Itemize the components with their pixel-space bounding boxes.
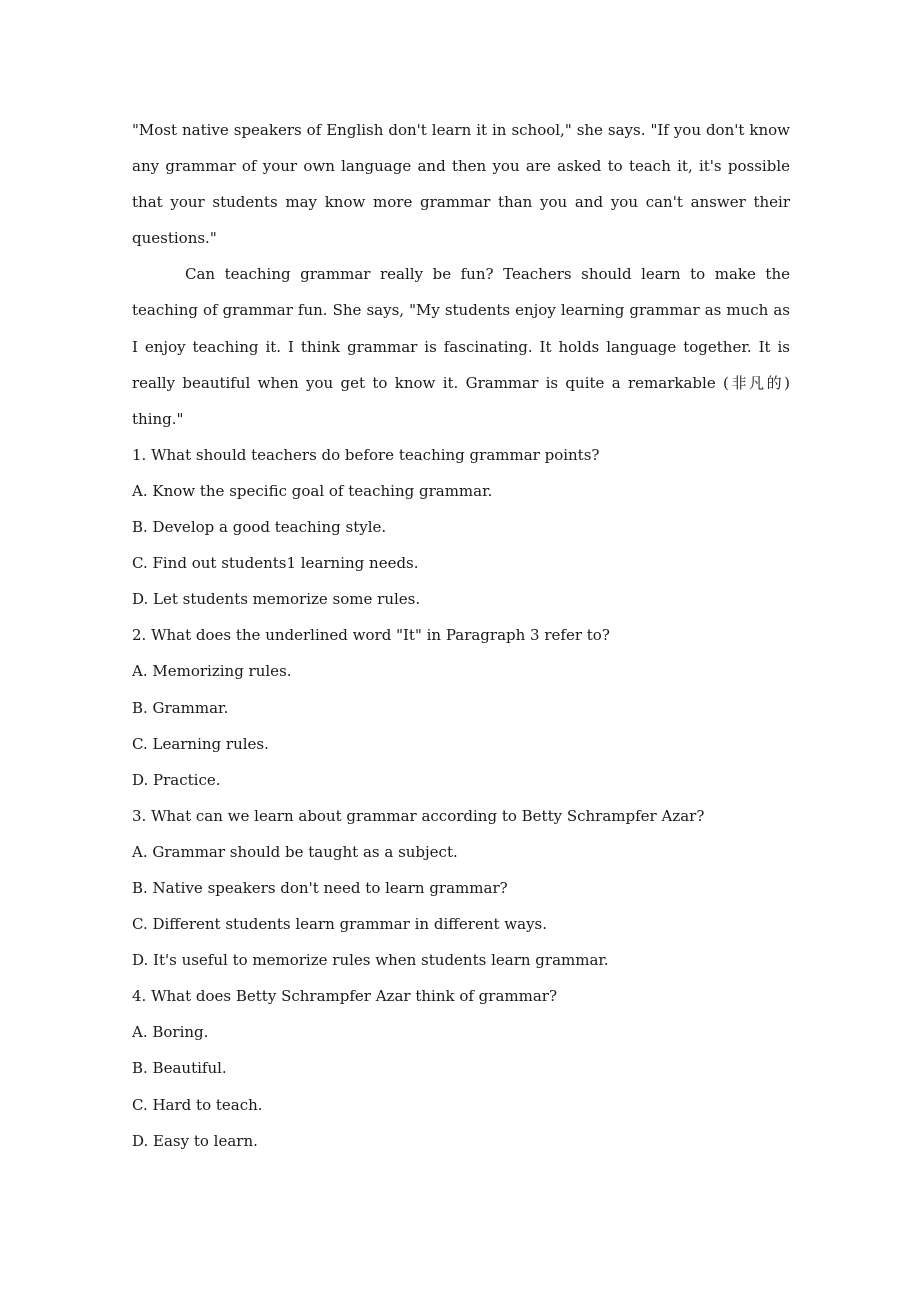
document-page bbox=[132, 112, 790, 1159]
answer-option: D. Easy to learn. bbox=[132, 1131, 258, 1150]
answer-option: A. Grammar should be taught as a subject. bbox=[132, 842, 458, 861]
question-stem: 4. What does Betty Schrampfer Azar think of grammar? bbox=[132, 987, 558, 1006]
answer-option: C. Learning rules. bbox=[132, 734, 269, 753]
answer-option: A. Boring. bbox=[132, 1023, 209, 1042]
answer-option: A. Memorizing rules. bbox=[132, 662, 292, 681]
question-stem: 1. What should teachers do before teaching grammar points? bbox=[132, 445, 600, 464]
answer-option: C. Different students learn grammar in different ways. bbox=[132, 915, 548, 934]
passage-paragraph: Can teaching grammar really be fun? Teachers should learn to make the teaching of grammar fun. She says, "My students enjoy learning grammar as much as I enjoy teaching it. I think grammar is fascinating. It holds language together. It is really beautiful when you get to know it. Grammar is quite a remarkable (非凡的) thing." bbox=[132, 265, 790, 428]
answer-option: D. It's useful to memorize rules when students learn grammar. bbox=[132, 951, 609, 970]
answer-option: A. Know the specific goal of teaching grammar. bbox=[132, 481, 493, 500]
question-block bbox=[132, 617, 790, 797]
question-block bbox=[132, 798, 790, 978]
question-block bbox=[132, 437, 790, 617]
answer-option: C. Hard to teach. bbox=[132, 1095, 263, 1114]
answer-option: D. Let students memorize some rules. bbox=[132, 590, 421, 609]
question-stem: 2. What does the underlined word "It" in Paragraph 3 refer to? bbox=[132, 626, 610, 645]
question-block bbox=[132, 978, 790, 1158]
answer-option: B. Develop a good teaching style. bbox=[132, 518, 387, 537]
passage-paragraph: "Most native speakers of English don't learn it in school," she says. "If you don't know any grammar of your own language and then you are asked to teach it, it's possible that your students may know more grammar than you and you can't answer their questions." bbox=[132, 121, 790, 248]
answer-option: C. Find out students1 learning needs. bbox=[132, 554, 419, 573]
answer-option: D. Practice. bbox=[132, 770, 221, 789]
answer-option: B. Grammar. bbox=[132, 698, 229, 717]
answer-option: B. Native speakers don't need to learn grammar? bbox=[132, 878, 508, 897]
answer-option: B. Beautiful. bbox=[132, 1059, 227, 1078]
question-stem: 3. What can we learn about grammar according to Betty Schrampfer Azar? bbox=[132, 806, 705, 825]
